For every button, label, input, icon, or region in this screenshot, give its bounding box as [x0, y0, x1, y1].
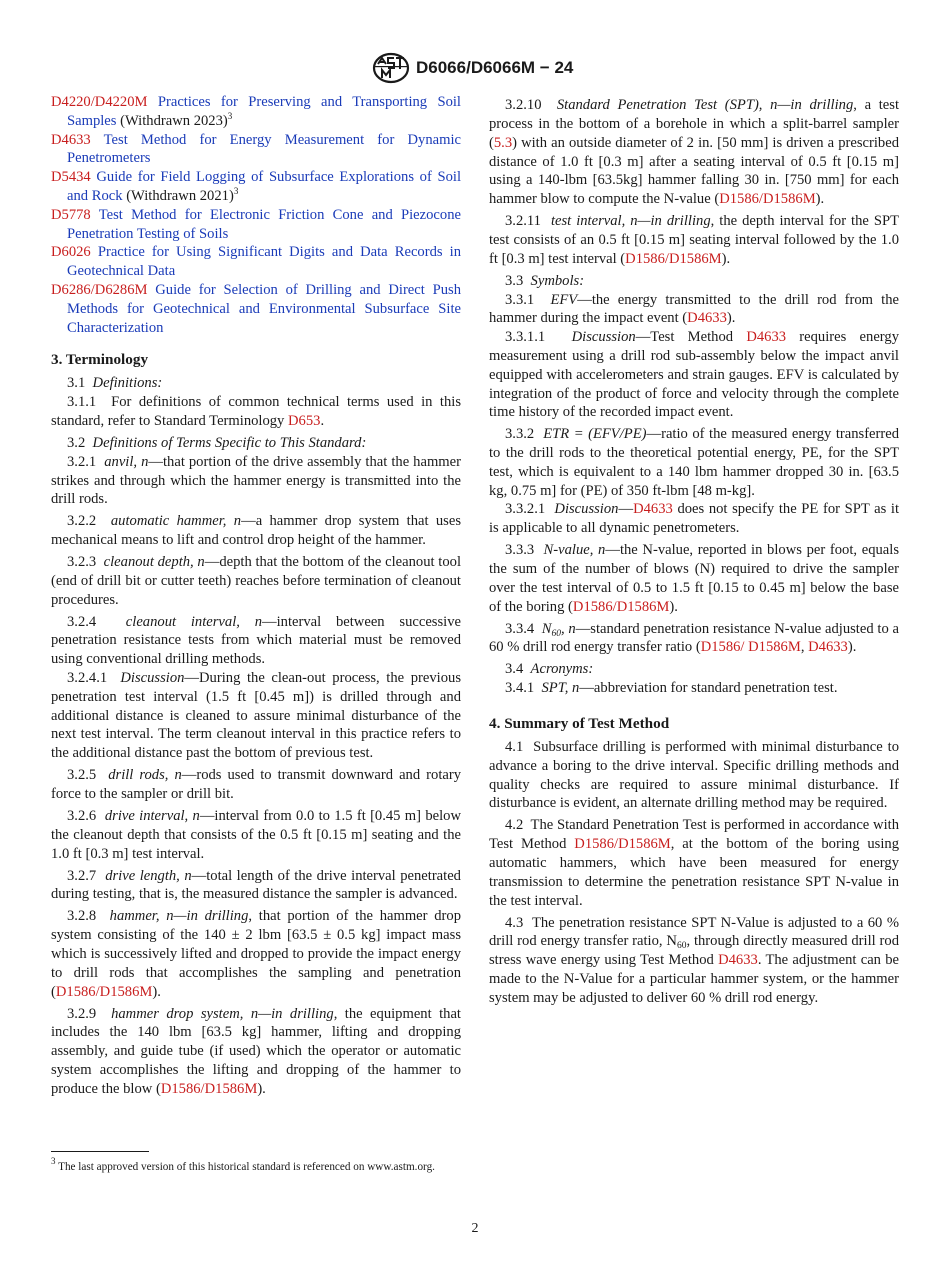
- reference-title-link[interactable]: Test Method for Energy Measurement for Dynamic Penetrometers: [67, 131, 461, 167]
- section-number: 3.2.9: [67, 1005, 97, 1022]
- punctuation: ).: [726, 310, 736, 327]
- definition-3-3-1: [489, 291, 899, 329]
- paragraph-4-2: [489, 816, 899, 910]
- definition-3-2-4: [51, 613, 461, 669]
- standard-link[interactable]: D4633: [746, 329, 787, 346]
- discussion-text: does not specify the PE for SPT as it is applicable to all dynamic penetrometers.: [489, 501, 899, 537]
- reference-title-link[interactable]: Test Method for Electronic Friction Cone and Piezocone Penetration Testing of Soils: [67, 206, 461, 242]
- paragraph-4-3: [489, 914, 899, 1008]
- definition-text: —abbreviation for standard penetration test.: [579, 680, 838, 697]
- standard-link[interactable]: D1586/D1586M: [572, 598, 670, 615]
- standard-link[interactable]: D1586/ D1586M: [700, 639, 801, 656]
- paragraph-3-1-1: 3.1.1 For definitions of common technical terms used in this standard, refer to Standard Terminology D653.: [51, 394, 461, 429]
- defined-term: drill rods, n: [108, 767, 182, 784]
- section-number: 3.2.6: [67, 808, 97, 825]
- definition-3-2-2: [51, 512, 461, 550]
- footnote-text: The last approved version of this historical standard is referenced on www.astm.org.: [58, 1161, 435, 1173]
- section-number: 3.1: [67, 375, 86, 392]
- section-number: 3.2.4: [67, 613, 97, 630]
- definition-3-3-3: [489, 541, 899, 616]
- paragraph-text: For definitions of common technical terms used in this standard, refer to Standard Terminology: [51, 394, 461, 429]
- reference-title-link[interactable]: Practice for Using Significant Digits and Data Records in Geotechnical Data: [67, 244, 461, 280]
- definition-text: —total length of the drive interval penetrated during testing, that is, the measured distance the sampler is advanced.: [51, 867, 461, 903]
- standard-link[interactable]: D1586/D1586M: [625, 250, 722, 267]
- defined-term: EFV: [550, 291, 578, 308]
- paragraph-text: . The adjustment can be made to the N-Value for a particular hammer system, or the hammer system may be adjusted to deliver 60 % drill rod energy.: [489, 952, 899, 1006]
- reference-item: [51, 206, 461, 244]
- section-number: 3.3.1: [505, 291, 535, 308]
- defined-term: hammer, n—in drilling: [109, 908, 249, 925]
- subsection-title: Definitions:: [92, 375, 163, 392]
- section-number: 4.3: [505, 914, 524, 931]
- section-number: 3.2.10: [505, 97, 542, 114]
- standard-designation: D6066/D6066M − 24: [416, 58, 574, 77]
- section-number: 3.2.8: [67, 908, 97, 925]
- defined-term: drive length, n: [105, 867, 192, 884]
- section-number: 3.3.4: [505, 620, 535, 637]
- paragraph-text: The Standard Penetration Test is performed in accordance with Test Method: [489, 817, 899, 853]
- standard-link[interactable]: D653: [288, 412, 321, 429]
- reference-code-link[interactable]: D6026: [51, 244, 91, 261]
- defined-term: Standard Penetration Test (SPT), n—in drilling: [556, 97, 854, 114]
- astm-logo-icon: [372, 52, 410, 84]
- term-subscript: 60: [551, 628, 561, 639]
- section-number: 3.2.4.1: [67, 670, 108, 687]
- punctuation: ).: [721, 250, 731, 267]
- footnote: [51, 1156, 461, 1176]
- page-header: [0, 52, 950, 86]
- definition-3-2-7: [51, 867, 461, 905]
- punctuation: ).: [847, 639, 857, 656]
- standard-link[interactable]: D4633: [808, 639, 848, 656]
- footnote-marker: 3: [227, 110, 233, 121]
- definition-3-2-11: [489, 212, 899, 268]
- definition-3-2-9: [51, 1005, 461, 1099]
- defined-term: drive interval, n: [104, 808, 200, 825]
- subsection-title: Definitions of Terms Specific to This Standard:: [92, 434, 367, 451]
- definition-text: —ratio of the measured energy transferred to the drill rods to the theoretical potential energy, PE, for the SPT test, which is equivalent to a 140 lbm hammer dropped 30 in. [63.5 kg, 0.75 m] for (PE) of 350 ft-lbm [48 m-kg].: [489, 426, 899, 499]
- standard-link[interactable]: D4633: [633, 501, 673, 518]
- definition-text: —rods used to transmit downward and rotary force to the sampler or drill bit.: [51, 767, 461, 803]
- defined-term: ETR = (EFV/PE): [543, 426, 647, 443]
- section-number: 3.2: [67, 434, 86, 451]
- term-symbol: N: [541, 620, 552, 637]
- reference-item: [51, 168, 461, 206]
- defined-term: hammer drop system, n—in drilling: [111, 1005, 334, 1022]
- definition-3-2-5: [51, 766, 461, 804]
- section-number: 3.2.2: [67, 513, 97, 530]
- definition-3-2-1: [51, 453, 461, 509]
- reference-note: (Withdrawn 2023): [120, 112, 228, 129]
- subsection-title: Symbols:: [530, 272, 585, 289]
- section-number: 3.3.1.1: [505, 329, 546, 346]
- punctuation: ).: [152, 983, 161, 1000]
- punctuation: ,: [800, 639, 809, 656]
- discussion-3-3-2-1: [489, 500, 899, 538]
- discussion-label: Discussion: [554, 501, 619, 518]
- definition-text: —the energy transmitted to the drill rod from the hammer during the impact event (: [489, 291, 899, 327]
- right-column-content: [489, 93, 899, 1193]
- punctuation: ).: [669, 598, 678, 615]
- standard-link[interactable]: D1586/D1586M: [55, 983, 153, 1000]
- footnote-marker: 3: [51, 1156, 56, 1166]
- section-number: 3.2.3: [67, 554, 97, 571]
- section-number: 3.2.7: [67, 867, 97, 884]
- definition-text: —depth that the bottom of the cleanout tool (end of drill bit or cutter teeth) reaches before termination of cleanout procedures.: [51, 554, 461, 608]
- reference-item: [51, 281, 461, 337]
- section-number: 3.3: [505, 272, 524, 289]
- term-suffix: , n: [560, 620, 576, 637]
- punctuation: —: [618, 501, 634, 518]
- section-number: 3.4.1: [505, 680, 535, 697]
- reference-code-link[interactable]: D5778: [51, 206, 91, 223]
- definition-text: , a test process in the bottom of a borehole in which a split-barrel sampler (: [489, 97, 899, 151]
- section-number: 4.2: [505, 817, 524, 834]
- definition-3-4-1: [489, 679, 899, 698]
- paragraph-text: , at the bottom of the boring using automatic hammers, which have been measured for energy transmission to determine the penetration resistance SPT N-value in the test interval.: [489, 836, 899, 909]
- definition-text: —interval from 0.0 to 1.5 ft [0.45 m] below the cleanout depth that consists of the 0.5 ft [0.15 m] seating and the 1.0 ft [0.3 m] test interval.: [51, 808, 461, 862]
- reference-title-link[interactable]: Guide for Selection of Drilling and Direct Push Methods for Geotechnical and Environmental Subsurface Site Characterization: [67, 281, 461, 336]
- section-number: 3.2.1: [67, 453, 97, 470]
- reference-note: (Withdrawn 2021): [126, 187, 234, 204]
- definition-3-2-10: [489, 96, 899, 209]
- left-column: [51, 93, 461, 1143]
- definition-text: —interval between successive penetration resistance tests from which material must be removed using conventional drilling methods.: [51, 613, 461, 668]
- paragraph-3-1: [51, 374, 461, 393]
- reference-code-link[interactable]: D6286/D6286M: [51, 281, 148, 298]
- footnote-divider: [51, 1151, 149, 1152]
- discussion-text: requires energy measurement using a drill rod sub-assembly below the impact anvil equipped with accelerometers and strain gauges. EFV is calculated by integration of the product of force and velocity through the complete time history of the recorded impact event.: [489, 329, 899, 421]
- section-number: 3.3.2.1: [505, 501, 546, 518]
- reference-item: [51, 243, 461, 281]
- defined-term: test interval, n—in drilling: [550, 213, 711, 230]
- definition-text: , the depth interval for the SPT test consists of an 0.5 ft [0.15 m] seating interval followed by the 1.0 ft [0.3 m] test interval (: [489, 213, 899, 267]
- definition-text: , that portion of the hammer drop system consisting of the 140 ± 2 lbm [63.5 ± 0.5 kg] impact mass which is successively lifted and dropped to provide the impact energy to drill rods that accomplishes the sampling and penetration (: [51, 908, 461, 1000]
- definition-text: —standard penetration resistance N-value adjusted to a 60 % drill rod energy transfer ratio (: [489, 620, 899, 656]
- standard-link[interactable]: D4633: [687, 310, 727, 327]
- section-heading-terminology: 3. Terminology: [51, 351, 149, 369]
- discussion-label: Discussion: [120, 670, 185, 687]
- section-link[interactable]: 5.3: [493, 134, 513, 151]
- defined-term: SPT, n: [541, 680, 580, 697]
- page-number: 2: [471, 1221, 479, 1236]
- standard-link[interactable]: D1586/D1586M: [160, 1080, 258, 1097]
- definition-text: —a hammer drop system that uses mechanical means to lift and control drop height of the hammer.: [51, 513, 461, 549]
- defined-term: cleanout interval, n: [125, 613, 262, 630]
- discussion-text: —During the clean-out process, the previous penetration test interval (1.5 ft [0.45 m]) is drilled through and additional distance is cleaned to assure minimal disturbance of the next test interval. The term cleanout interval in this practice refers to the additional distance past the bottom of previous test.: [51, 670, 461, 762]
- discussion-3-2-4-1: [51, 669, 461, 763]
- section-number: 3.1.1: [67, 394, 97, 411]
- discussion-text: —Test Method: [635, 329, 734, 346]
- defined-term: [542, 621, 576, 637]
- definition-text: —that portion of the drive assembly that the hammer strikes and through which the hammer energy is transmitted into the drill rods.: [51, 453, 461, 508]
- defined-term: anvil, n: [104, 453, 149, 470]
- referenced-documents-list: [51, 93, 461, 337]
- reference-item: [51, 93, 461, 131]
- defined-term: N-value, n: [543, 542, 606, 559]
- reference-code-link[interactable]: D4633: [51, 131, 91, 148]
- subscript: 60: [676, 941, 687, 952]
- discussion-label: Discussion: [571, 329, 636, 346]
- reference-code-link[interactable]: D4220/D4220M: [51, 94, 148, 110]
- punctuation: ).: [257, 1080, 266, 1097]
- discussion-3-3-1-1: [489, 328, 899, 422]
- paragraph-3-4: [489, 660, 899, 679]
- section-number: 4.1: [505, 739, 524, 756]
- definition-3-2-6: [51, 807, 461, 863]
- section-number: 3.2.5: [67, 767, 97, 784]
- paragraph-text: The penetration resistance SPT N-Value is adjusted to a 60 % drill rod energy transfer ratio, N: [489, 914, 899, 950]
- section-number: 3.3.2: [505, 426, 535, 443]
- section-number: 3.2.11: [505, 213, 541, 230]
- standard-link[interactable]: D1586/D1586M: [574, 836, 671, 853]
- footnote-marker: 3: [233, 185, 239, 196]
- defined-term: cleanout depth, n: [103, 554, 205, 571]
- standard-link[interactable]: D4633: [718, 952, 758, 969]
- paragraph-text: , through directly measured drill rod stress wave energy using Test Method: [489, 933, 899, 969]
- paragraph-4-1: [489, 738, 899, 813]
- reference-title-link[interactable]: Practices for Preserving and Transporting Soil Samples: [67, 94, 461, 129]
- definition-3-3-2: [489, 425, 899, 500]
- paragraph-text: Subsurface drilling is performed with minimal disturbance to advance a boring to the drive interval. Specific drilling methods and quality checks are required to assure minimal disturbance. If disturbance is evident, an alternate drilling method may be required.: [489, 739, 899, 812]
- paragraph-3-3: [489, 272, 899, 291]
- paragraph-3-2: [51, 434, 461, 453]
- punctuation: ).: [815, 191, 825, 208]
- reference-title-link[interactable]: Guide for Field Logging of Subsurface Explorations of Soil and Rock: [67, 169, 461, 204]
- definition-text: ) with an outside diameter of 2 in. [50 mm] is driven a prescribed distance of 1.0 ft [0.3 m] after a seating interval of 0.5 ft [0.15 m] using a 140-lbm [63.5kg] hammer falling 30 in. [750 mm] for each hammer blow to compute the N-value (: [489, 134, 899, 208]
- definition-3-3-4: [489, 620, 899, 658]
- standard-link[interactable]: D1586/D1586M: [719, 191, 816, 208]
- section-heading-summary: 4. Summary of Test Method: [489, 715, 670, 733]
- defined-term: automatic hammer, n: [110, 513, 242, 530]
- definition-text: , the equipment that includes the 140 lbm [63.5 kg] hammer, lifting and dropping assembly, and guide tube (if used) which the operator or automatic system accomplishes the lifting and dropping of the hammer to produce the blow (: [51, 1005, 461, 1097]
- reference-code-link[interactable]: D5434: [51, 169, 91, 186]
- definition-text: —the N-value, reported in blows per foot, equals the sum of the number of blows (N) required to drive the sampler over the test interval of 0.5 to 1.5 ft [0.15 to 0.45 m] below the base of the boring (: [489, 542, 899, 615]
- section-number: 3.4: [505, 661, 524, 678]
- subsection-title: Acronyms:: [530, 661, 594, 678]
- section-number: 3.3.3: [505, 542, 535, 559]
- reference-item: [51, 131, 461, 169]
- definition-3-2-3: [51, 553, 461, 609]
- definition-3-2-8: [51, 907, 461, 1001]
